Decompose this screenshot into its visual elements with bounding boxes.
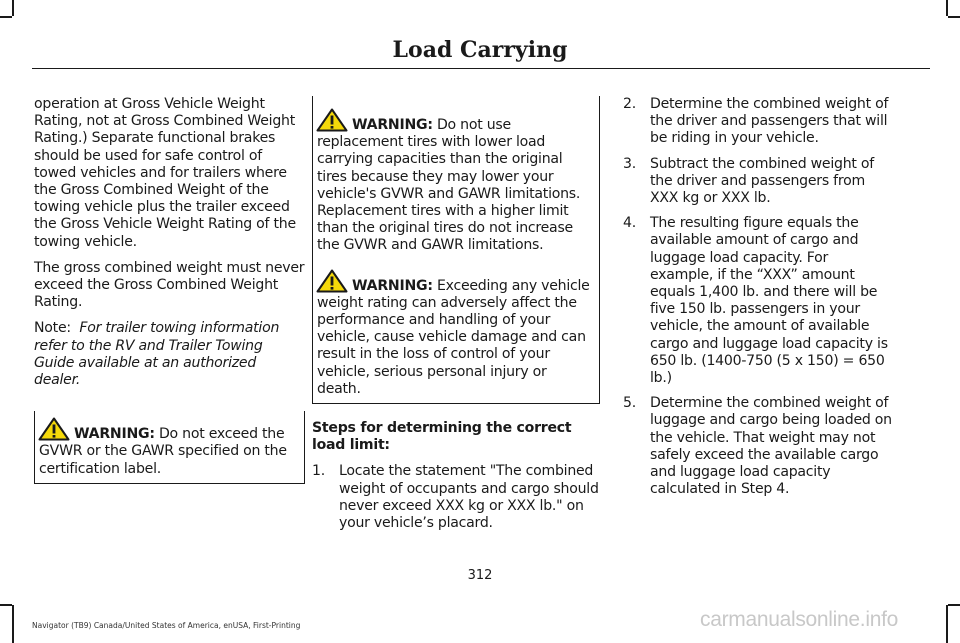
crop-mark	[948, 604, 960, 606]
list-item	[623, 215, 895, 387]
warning	[317, 108, 594, 255]
crop-mark	[0, 604, 12, 606]
footer-text: Navigator (TB9) Canada/United States of America, enUSA, First-Printing	[32, 621, 301, 630]
crop-mark	[12, 0, 14, 16]
step-text: Subtract the combined weight of the driver and passengers from XXX kg or XXX lb.	[650, 155, 874, 207]
paragraph: operation at Gross Vehicle Weight Rating, not at Gross Combined Weight Rating.) Separate functional brakes should be used for safe control of towed vehicles and for trailers where the Gross Combined Weight of the towing vehicle plus the trailer exceed the Gross Vehicle Weight Rating of the towing vehicle.	[34, 96, 296, 250]
list-item	[623, 395, 895, 498]
note-label: Note:	[34, 320, 71, 337]
crop-mark	[946, 605, 948, 643]
warning-label: WARNING:	[352, 277, 433, 294]
step-number: 4.	[623, 215, 636, 232]
note	[34, 320, 305, 389]
step-text: Locate the statement "The combined weight of occupants and cargo should never exceed XXX kg or XXX lb." on your vehicle’s placard.	[339, 463, 599, 532]
warning-label: WARNING:	[74, 426, 155, 443]
column-right	[623, 96, 895, 506]
warning	[39, 417, 299, 478]
note-text: For trailer towing information refer to the RV and Trailer Towing Guide available at an authorized dealer.	[34, 320, 280, 389]
warning-text: Do not exceed the GVWR or the GAWR specified on the certification label.	[39, 426, 287, 477]
step-number: 3.	[623, 155, 636, 172]
steps-list	[623, 96, 895, 498]
step-text: Determine the combined weight of the driver and passengers that will be riding in your vehicle.	[650, 96, 889, 147]
warning-label: WARNING:	[352, 117, 433, 133]
warning	[317, 269, 594, 398]
warning-box	[34, 411, 305, 484]
crop-mark	[946, 0, 948, 16]
warning-triangle-icon	[316, 269, 348, 293]
warning-box	[312, 96, 600, 404]
step-number: 5.	[623, 395, 636, 412]
steps-list	[312, 463, 600, 532]
step-text: Determine the combined weight of luggage and cargo being loaded on the vehicle. That weight may not safely exceed the available cargo and luggage load capacity calculated in Step 4.	[650, 395, 892, 498]
column-left	[34, 96, 305, 500]
step-number: 2.	[623, 96, 636, 112]
section-heading: Steps for determining the correct load limit:	[312, 420, 572, 454]
list-item	[312, 463, 600, 532]
step-text: The resulting figure equals the available amount of cargo and luggage load capacity. For example, if the “XXX” amount equals 1,400 lb. and there will be five 150 lb. passengers in your vehicle, the amount of available cargo and luggage load capacity is 650 lb. (1400-750 (5 x 150) = 650 lb.)	[650, 215, 888, 387]
list-item	[623, 96, 895, 148]
warning-triangle-icon	[316, 108, 348, 132]
warning-triangle-icon	[38, 417, 70, 441]
crop-mark	[12, 605, 14, 643]
watermark: carmanualsonline.info	[700, 608, 898, 631]
column-middle	[312, 96, 600, 540]
list-item	[623, 156, 895, 208]
crop-mark	[948, 16, 960, 18]
warning-text: Exceeding any vehicle weight rating can adversely affect the performance and handling of your vehicle, cause vehicle damage and can result in the loss of control of your vehicle, serious personal injury or death.	[317, 277, 590, 397]
paragraph: The gross combined weight must never exceed the Gross Combined Weight Rating.	[34, 259, 305, 311]
step-number: 1.	[312, 463, 325, 480]
header-rule	[32, 68, 930, 69]
page-title: Load Carrying	[392, 37, 568, 63]
crop-mark	[0, 16, 12, 18]
page-number: 312	[467, 568, 493, 583]
warning-text: Do not use replacement tires with lower load carrying capacities than the original tires because they may lower your vehicle's GVWR and GAWR limitations. Replacement tires with a higher limit than the original tires do not increase the GVWR and GAWR limitations.	[317, 117, 581, 254]
